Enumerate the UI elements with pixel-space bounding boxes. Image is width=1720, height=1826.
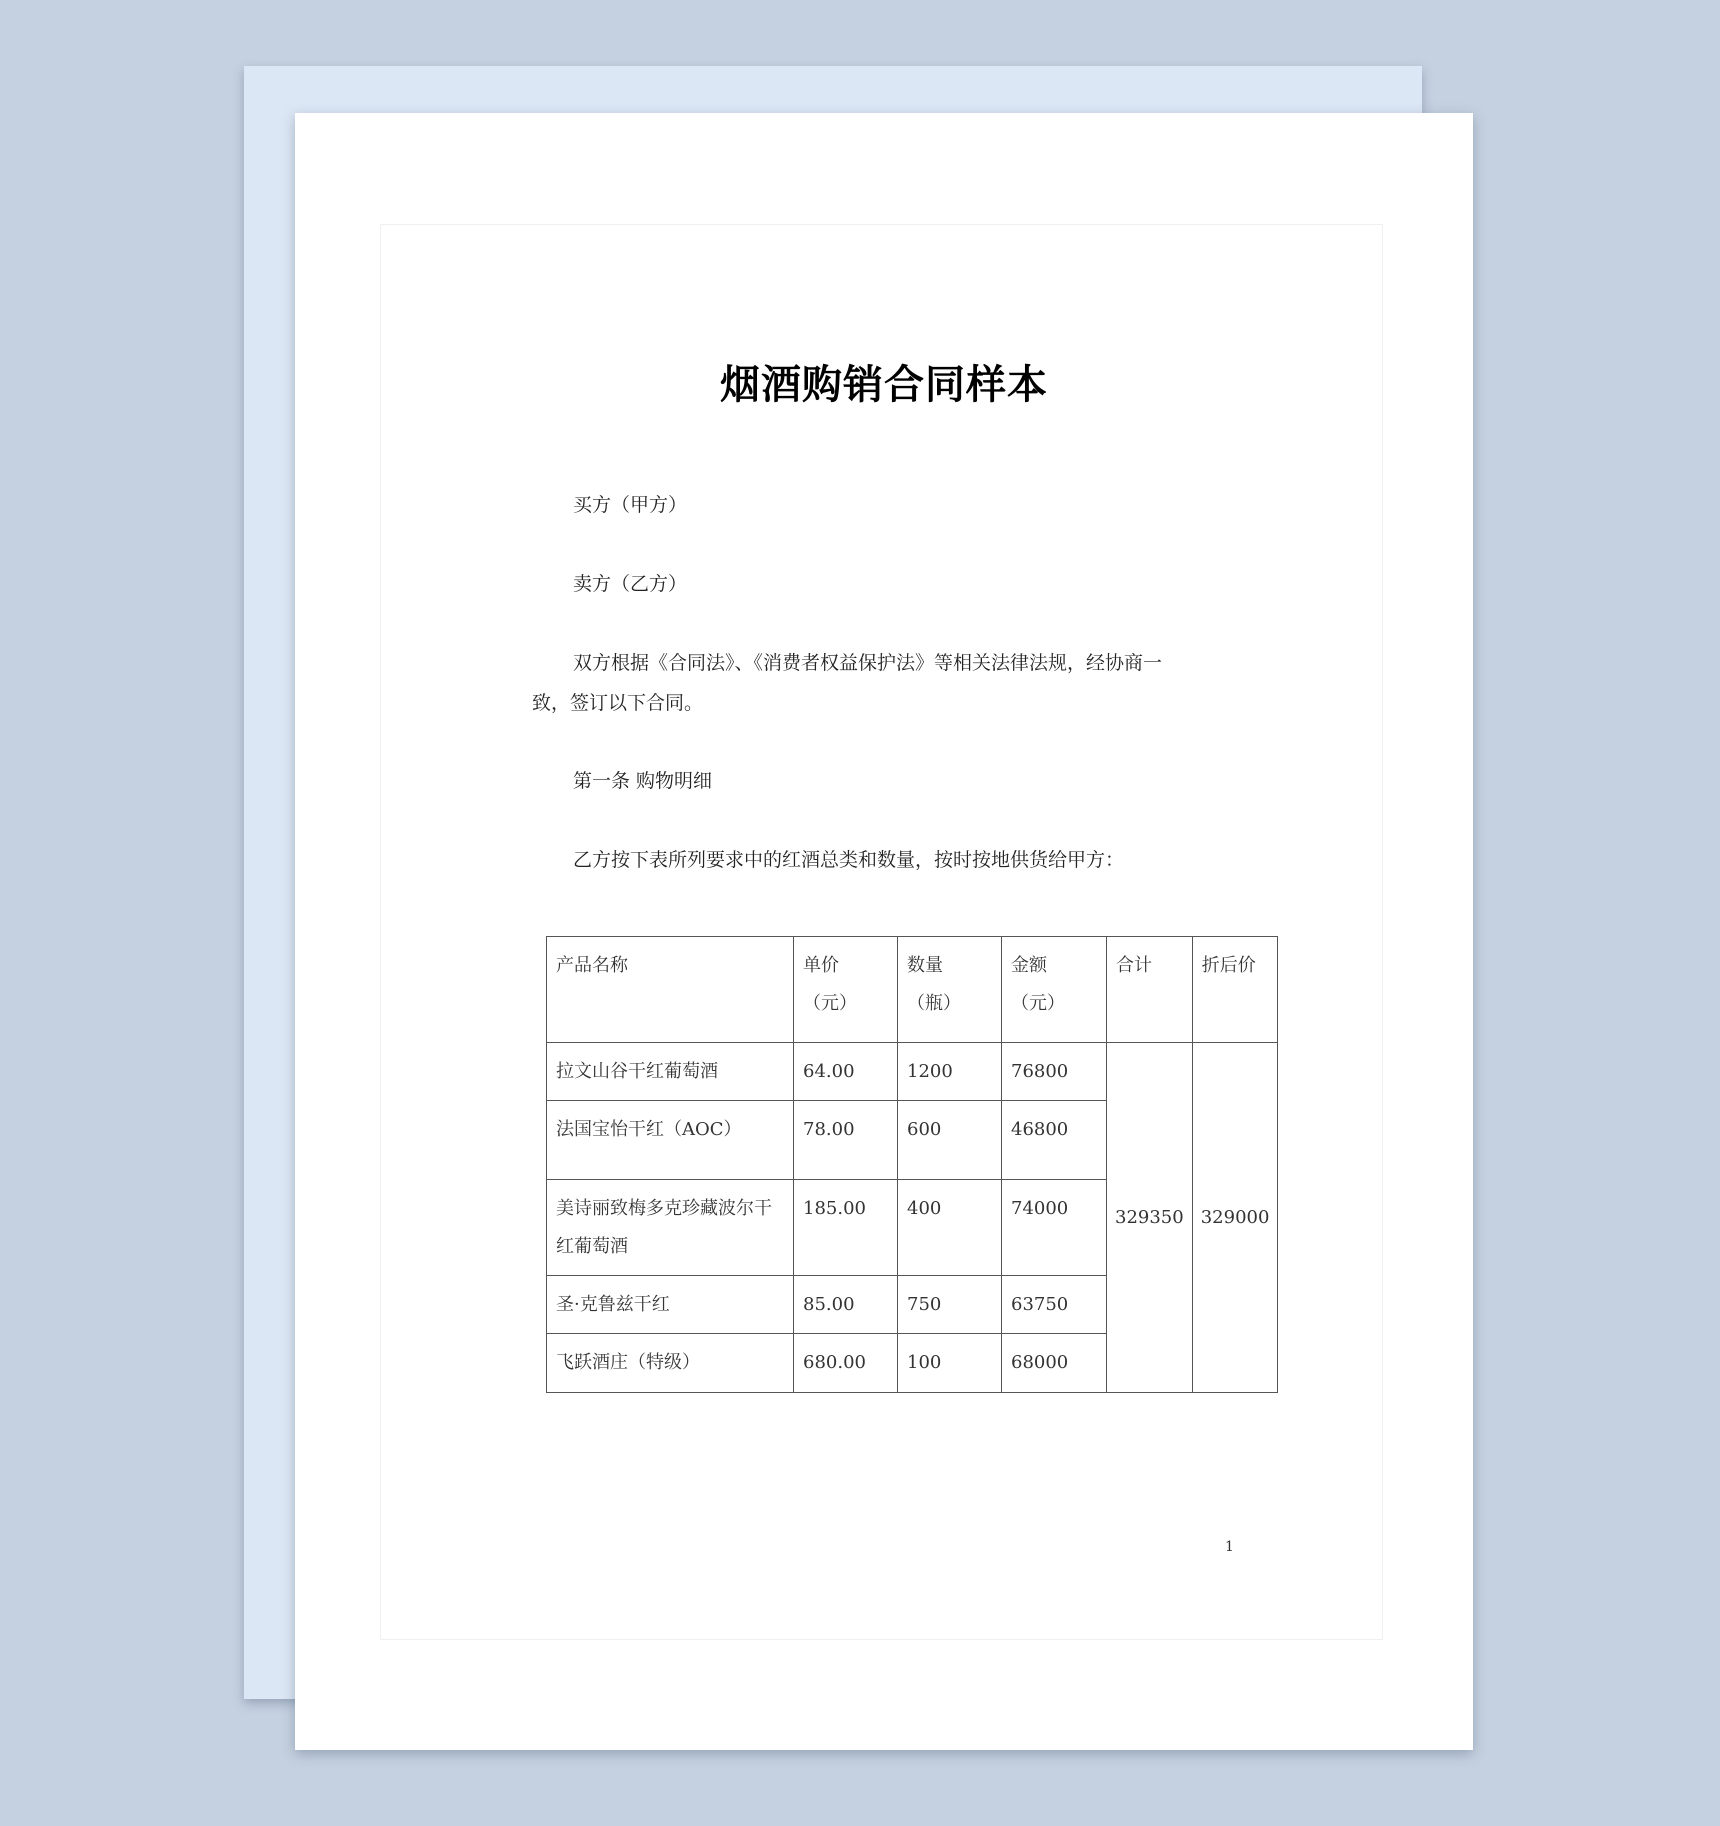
header-quantity: 数量 （瓶） [898,937,1002,1043]
amount: 46800 [1002,1101,1107,1180]
product-name: 法国宝怡干红（AOC） [547,1101,794,1180]
page-number: 1 [1225,1539,1234,1555]
header-amount: 金额 （元） [1002,937,1107,1043]
product-name: 拉文山谷干红葡萄酒 [547,1043,794,1101]
unit-price: 64.00 [794,1043,898,1101]
quantity: 100 [898,1334,1002,1393]
total-cell: 329350 [1107,1043,1193,1393]
unit-price: 78.00 [794,1101,898,1180]
requirement-paragraph: 乙方按下表所列要求中的红酒总类和数量，按时按地供货给甲方： [573,849,1125,871]
page-margin-frame [380,224,1383,1640]
product-name: 美诗丽致梅多克珍藏波尔干红葡萄酒 [547,1180,794,1276]
amount: 74000 [1002,1180,1107,1276]
amount: 68000 [1002,1334,1107,1393]
buyer-label: 买方（甲方） [573,494,688,516]
intro-paragraph-line1: 双方根据《合同法》、《消费者权益保护法》等相关法律法规，经协商一 [573,652,1163,674]
unit-price: 85.00 [794,1276,898,1334]
intro-paragraph-line2: 致，签订以下合同。 [532,692,704,714]
product-name: 圣·克鲁兹干红 [547,1276,794,1334]
unit-price: 680.00 [794,1334,898,1393]
quantity: 600 [898,1101,1002,1180]
document-page [295,113,1473,1750]
quantity: 400 [898,1180,1002,1276]
product-name: 飞跃酒庄（特级） [547,1334,794,1393]
header-discount-price: 折后价 [1192,937,1278,1043]
quantity: 750 [898,1276,1002,1334]
amount: 63750 [1002,1276,1107,1334]
quantity: 1200 [898,1043,1002,1101]
table-row [547,1043,1278,1101]
table-header-row [547,937,1278,1043]
article-1-heading: 第一条 购物明细 [573,770,713,792]
header-unit-price: 单价 （元） [794,937,898,1043]
document-title: 烟酒购销合同样本 [720,362,1048,408]
seller-label: 卖方（乙方） [573,573,688,595]
discount-price-cell: 329000 [1192,1043,1278,1393]
unit-price: 185.00 [794,1180,898,1276]
product-table [546,936,1278,1393]
header-product: 产品名称 [547,937,794,1043]
header-total: 合计 [1107,937,1193,1043]
amount: 76800 [1002,1043,1107,1101]
